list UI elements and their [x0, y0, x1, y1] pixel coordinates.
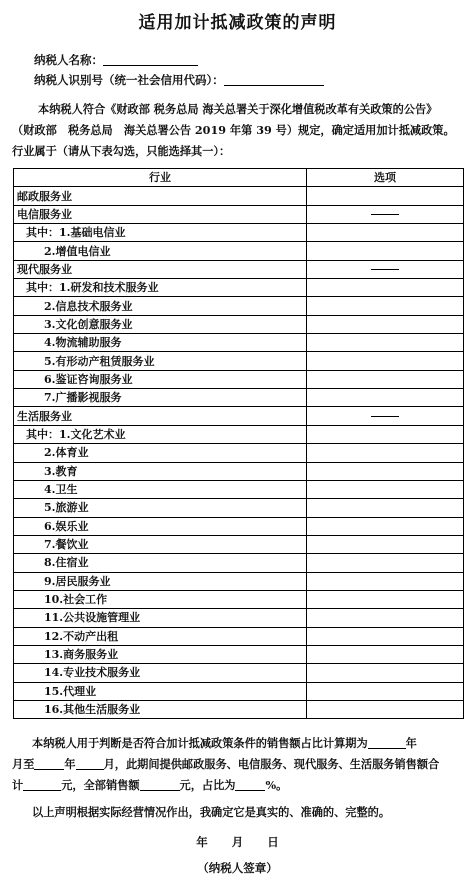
option-checkbox-cell[interactable] [307, 517, 464, 535]
table-row [14, 389, 464, 407]
option-checkbox-cell[interactable] [307, 462, 464, 480]
taxpayer-name-field[interactable] [103, 53, 198, 66]
table-row [14, 242, 464, 260]
option-not-applicable [307, 260, 464, 278]
industry-label: 12.不动产出租 [14, 627, 307, 645]
header-option: 选项 [307, 169, 464, 187]
table-row [14, 535, 464, 553]
total-sales-field[interactable] [140, 779, 180, 791]
option-checkbox-cell[interactable] [307, 334, 464, 352]
option-checkbox-cell[interactable] [307, 242, 464, 260]
table-row [14, 517, 464, 535]
industry-label: 10.社会工作 [14, 590, 307, 608]
option-checkbox-cell[interactable] [307, 480, 464, 498]
industry-label: 6.鉴证咨询服务业 [14, 370, 307, 388]
closing-line-1: 本纳税人用于判断是否符合加计抵减政策条件的销售额占比计算期为 年 [32, 736, 417, 750]
dash-line [371, 416, 399, 417]
industry-label: 5.有形动产租赁服务业 [14, 352, 307, 370]
option-checkbox-cell[interactable] [307, 315, 464, 333]
table-row [14, 224, 464, 242]
taxpayer-id-label: 纳税人识别号（统一社会信用代码）： [34, 73, 224, 87]
industry-label: 4.卫生 [14, 480, 307, 498]
industry-label: 14.专业技术服务业 [14, 664, 307, 682]
option-checkbox-cell[interactable] [307, 682, 464, 700]
table-row [14, 609, 464, 627]
industry-label: 邮政服务业 [14, 187, 307, 205]
table-row [14, 315, 464, 333]
industry-label: 3.文化创意服务业 [14, 315, 307, 333]
table-row [14, 205, 464, 223]
option-checkbox-cell[interactable] [307, 279, 464, 297]
dash-line [371, 269, 399, 270]
table-row [14, 627, 464, 645]
taxpayer-name-row [34, 52, 198, 68]
period-end-year-field[interactable] [34, 758, 64, 770]
table-row [14, 645, 464, 663]
industry-label: 3.教育 [14, 462, 307, 480]
closing-line-2: 月至 年 月，此期间提供邮政服务、电信服务、现代服务、生活服务销售额合 [12, 757, 440, 771]
industry-label: 7.餐饮业 [14, 535, 307, 553]
option-checkbox-cell[interactable] [307, 645, 464, 663]
dash-line [371, 214, 399, 215]
table-row [14, 334, 464, 352]
intro-line-2: （财政部 税务总局 海关总署公告 2019 年第 39 号）规定，确定适用加计抵减政策。 [12, 123, 455, 137]
declaration-text: 以上声明根据实际经营情况作出，我确定它是真实的、准确的、完整的。 [32, 805, 391, 819]
industry-label: 6.娱乐业 [14, 517, 307, 535]
option-checkbox-cell[interactable] [307, 627, 464, 645]
option-checkbox-cell[interactable] [307, 224, 464, 242]
option-checkbox-cell[interactable] [307, 572, 464, 590]
period-start-year-field[interactable] [368, 737, 406, 749]
table-row [14, 370, 464, 388]
option-checkbox-cell[interactable] [307, 535, 464, 553]
option-checkbox-cell[interactable] [307, 425, 464, 443]
industry-label: 8.住宿业 [14, 554, 307, 572]
page-title: 适用加计抵减政策的声明 [138, 13, 337, 33]
industry-label: 其中：1.文化艺术业 [14, 425, 307, 443]
table-row [14, 407, 464, 425]
industry-label: 11.公共设施管理业 [14, 609, 307, 627]
table-row [14, 682, 464, 700]
ratio-field[interactable] [235, 779, 265, 791]
option-checkbox-cell[interactable] [307, 499, 464, 517]
table-row [14, 462, 464, 480]
option-checkbox-cell[interactable] [307, 352, 464, 370]
option-checkbox-cell[interactable] [307, 590, 464, 608]
table-row [14, 444, 464, 462]
table-row [14, 664, 464, 682]
table-row [14, 260, 464, 278]
table-row [14, 187, 464, 205]
table-row [14, 480, 464, 498]
table-row [14, 499, 464, 517]
table-row [14, 279, 464, 297]
option-checkbox-cell[interactable] [307, 187, 464, 205]
industry-label: 9.居民服务业 [14, 572, 307, 590]
taxpayer-name-label: 纳税人名称： [34, 53, 103, 67]
option-checkbox-cell[interactable] [307, 389, 464, 407]
period-end-month-field[interactable] [76, 758, 104, 770]
option-checkbox-cell[interactable] [307, 370, 464, 388]
date-row: 年 月 日 [196, 835, 279, 849]
service-sales-field[interactable] [23, 779, 61, 791]
option-checkbox-cell[interactable] [307, 554, 464, 572]
table-row [14, 572, 464, 590]
intro-line-1: 本纳税人符合《财政部 税务总局 海关总署关于深化增值税改革有关政策的公告》 [38, 102, 438, 116]
option-checkbox-cell[interactable] [307, 700, 464, 718]
taxpayer-id-field[interactable] [224, 73, 324, 86]
option-checkbox-cell[interactable] [307, 664, 464, 682]
industry-label: 2.信息技术服务业 [14, 297, 307, 315]
table-row [14, 352, 464, 370]
closing-line-3: 计 元，全部销售额 元，占比为 %。 [12, 778, 288, 792]
industry-label: 5.旅游业 [14, 499, 307, 517]
table-header-row [14, 169, 464, 187]
header-industry: 行业 [14, 169, 307, 187]
taxpayer-id-row [34, 72, 324, 88]
table-row [14, 700, 464, 718]
table-row [14, 554, 464, 572]
industry-label: 现代服务业 [14, 260, 307, 278]
industry-label: 15.代理业 [14, 682, 307, 700]
industry-label: 其中：1.研发和技术服务业 [14, 279, 307, 297]
industry-label: 其中：1.基础电信业 [14, 224, 307, 242]
industry-label: 4.物流辅助服务 [14, 334, 307, 352]
industry-label: 2.体育业 [14, 444, 307, 462]
industry-label: 2.增值电信业 [14, 242, 307, 260]
signature-label: （纳税人签章） [197, 861, 278, 875]
option-not-applicable [307, 205, 464, 223]
option-checkbox-cell[interactable] [307, 297, 464, 315]
option-checkbox-cell[interactable] [307, 444, 464, 462]
option-checkbox-cell[interactable] [307, 609, 464, 627]
option-not-applicable [307, 407, 464, 425]
industry-label: 16.其他生活服务业 [14, 700, 307, 718]
industry-label: 电信服务业 [14, 205, 307, 223]
industry-table [13, 168, 464, 719]
industry-label: 13.商务服务业 [14, 645, 307, 663]
table-row [14, 425, 464, 443]
intro-line-3: 行业属于（请从下表勾选，只能选择其一）： [12, 144, 231, 158]
table-row [14, 590, 464, 608]
table-row [14, 297, 464, 315]
industry-label: 7.广播影视服务 [14, 389, 307, 407]
industry-label: 生活服务业 [14, 407, 307, 425]
